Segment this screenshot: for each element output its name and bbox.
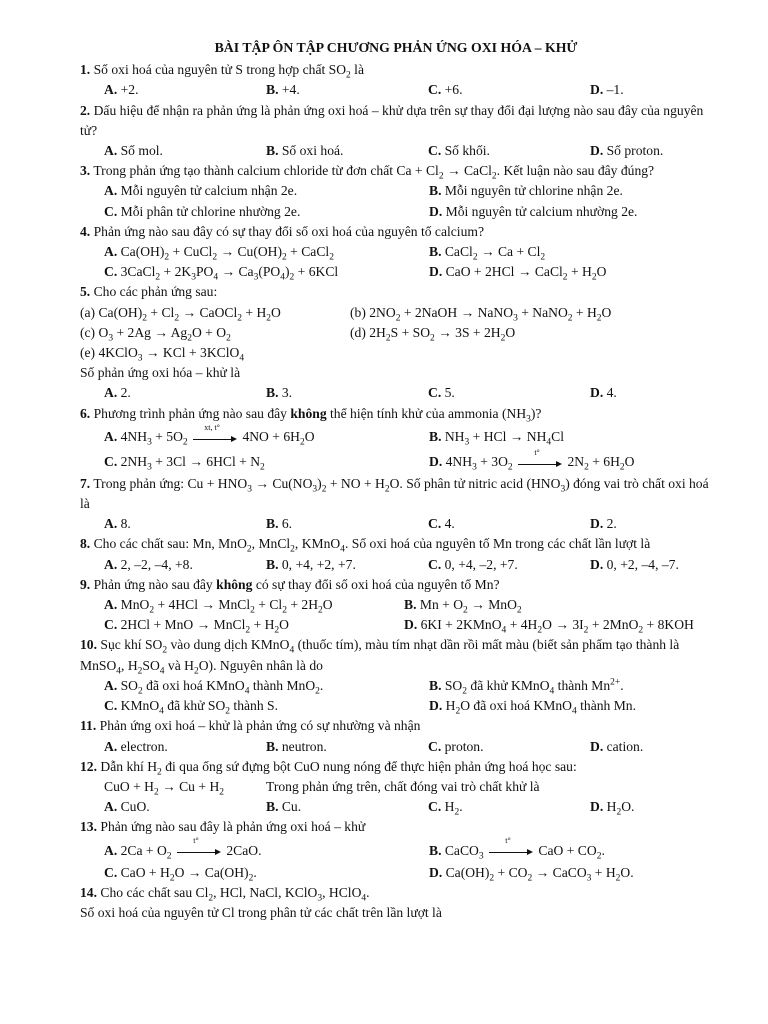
subscript: 2 bbox=[346, 70, 351, 81]
question-text: , H bbox=[121, 657, 138, 673]
option-text: proton. bbox=[441, 738, 484, 754]
option-c: C. CaO + $H_2O \to Ca(OH)_2$. bbox=[104, 864, 257, 884]
option-text: 5. bbox=[441, 385, 455, 401]
reaction-e: (e) 4KClO$_3$ → KCl + 3KClO$_4$ bbox=[80, 345, 245, 364]
question-number: 7. bbox=[80, 475, 91, 491]
question-text: Phản ứng nào sau đây là phản ứng oxi hoá – khử bbox=[100, 819, 366, 835]
question-text: thể hiện tính khử của ammonia (NH bbox=[326, 405, 527, 421]
option-letter: A. bbox=[104, 556, 118, 572]
reaction-b: (b) $2NO_2$ + 2NaOH → NaNO$_3$ + NaNO$_2$ + $H_2O$ bbox=[350, 304, 612, 324]
question-text: Dẫn khí H bbox=[100, 758, 158, 774]
option-d bbox=[590, 80, 712, 100]
option-a bbox=[80, 181, 429, 201]
option-letter: D. bbox=[590, 82, 604, 98]
option-text: Số proton. bbox=[603, 143, 664, 159]
option-letter: D. bbox=[590, 385, 604, 401]
option-text: O đã oxi hoá KMnO bbox=[460, 698, 572, 714]
option-a bbox=[80, 737, 266, 757]
question-text: Phản ứng oxi hoá – khử là phản ứng có sự nhường và nhận bbox=[99, 718, 421, 734]
arrow-with-condition bbox=[175, 836, 223, 856]
option-letter: A. bbox=[104, 82, 118, 98]
option-text: 2. bbox=[117, 385, 131, 401]
option-text: đã khử SO bbox=[163, 698, 226, 714]
option-text: H bbox=[445, 698, 456, 714]
subscript: 2 bbox=[438, 171, 444, 182]
option-text: 6. bbox=[278, 516, 293, 532]
option-text: 8. bbox=[117, 516, 131, 532]
option-c: C. KMnO$_4$ đã khử $SO_2$ thành S. bbox=[104, 698, 278, 717]
option-letter: B. bbox=[266, 799, 279, 815]
option-letter: C. bbox=[428, 556, 442, 572]
option-text: H bbox=[603, 799, 617, 815]
question-text: là bbox=[350, 62, 364, 78]
option-b bbox=[429, 181, 712, 201]
option-text: 0, +4, –2, +7. bbox=[441, 556, 518, 572]
option-letter: C. bbox=[428, 516, 442, 532]
option-text: 4. bbox=[603, 385, 617, 401]
option-d: D. 6KI + 2KMnO$_4$ + $4H_2O \to 3I_2 + 2MnO_2 + 8KOH$ bbox=[404, 617, 694, 636]
answer-options bbox=[80, 449, 712, 474]
question-5 bbox=[80, 282, 712, 302]
option-c bbox=[428, 383, 590, 403]
option-c bbox=[428, 555, 590, 575]
option-letter: A. bbox=[104, 183, 118, 199]
option-text: 0, +2, –4, –7. bbox=[603, 556, 679, 572]
question-1 bbox=[80, 60, 712, 80]
question-text: SO bbox=[142, 657, 160, 673]
option-text: 0, +4, +2, +7. bbox=[278, 556, 356, 572]
option-text: Mỗi nguyên tử calcium nhường 2e. bbox=[445, 203, 638, 219]
question-number: 14. bbox=[80, 884, 97, 900]
arrow-with-condition bbox=[191, 422, 239, 443]
option-letter: D. bbox=[590, 516, 604, 532]
answer-options bbox=[80, 181, 712, 201]
option-text: thành Mn bbox=[554, 677, 611, 693]
option-d: D. $4NH_3 + 3O_2$ t° $2N_2 + 6H_2O$ bbox=[429, 447, 635, 473]
option-b bbox=[266, 383, 428, 403]
question-text: )? bbox=[530, 405, 542, 421]
option-text: electron. bbox=[117, 738, 168, 754]
reaction-c: (c) $O_3 + 2Ag \to Ag_2O + O_2$ bbox=[80, 324, 231, 344]
option-text: neutron. bbox=[278, 738, 327, 754]
question-number: 6. bbox=[80, 405, 91, 421]
option-text: KMnO bbox=[120, 698, 160, 714]
option-b: B. $NH_3$ + HCl → $NH_4Cl$ bbox=[429, 428, 565, 448]
question-9 bbox=[80, 575, 712, 595]
option-d bbox=[590, 383, 712, 403]
option-b bbox=[266, 80, 428, 100]
reaction-condition: xt, t° bbox=[204, 422, 220, 432]
option-letter: A. bbox=[104, 143, 118, 159]
question-number: 12. bbox=[80, 758, 97, 774]
question-text: , KMnO bbox=[294, 536, 341, 552]
option-d bbox=[429, 202, 712, 222]
option-letter: C. bbox=[428, 799, 442, 815]
question-number: 1. bbox=[80, 62, 91, 78]
option-letter: A. bbox=[104, 738, 118, 754]
option-a bbox=[80, 80, 266, 100]
option-a: A. MnO$_2$ + 4HCl → MnCl$_2$ + $Cl_2 + 2H_2O$ bbox=[104, 597, 333, 616]
question-text: Trong phản ứng: Cu + HNO bbox=[93, 475, 248, 491]
option-text: . bbox=[620, 677, 624, 693]
option-text: đã oxi hoá KMnO bbox=[142, 677, 245, 693]
option-d bbox=[590, 555, 712, 575]
question-text: và H bbox=[164, 657, 194, 673]
answer-options bbox=[80, 424, 712, 449]
option-d bbox=[590, 737, 712, 757]
option-c bbox=[428, 514, 590, 534]
question-number: 2. bbox=[80, 102, 91, 118]
equation: CuO + $H_2 \to Cu + H_2$ bbox=[104, 778, 225, 798]
option-text: . bbox=[319, 677, 324, 693]
reaction-list bbox=[80, 303, 712, 323]
option-letter: D. bbox=[429, 203, 443, 219]
option-d: D. $H_2O$. bbox=[590, 799, 635, 818]
option-letter: C. bbox=[428, 82, 442, 98]
option-text: SO bbox=[120, 677, 139, 693]
question-text: Trong phản ứng tạo thành calcium chloride từ đơn chất Ca + Cl bbox=[93, 163, 439, 179]
option-d bbox=[590, 141, 712, 161]
question-number: 9. bbox=[80, 576, 91, 592]
question-text: + NO + H bbox=[326, 475, 385, 491]
question-text: có sự thay đổi số oxi hoá của nguyên tố Mn? bbox=[252, 576, 500, 592]
reaction-list bbox=[80, 323, 712, 343]
answer-options bbox=[80, 383, 712, 403]
answer-options bbox=[80, 202, 712, 222]
option-text: thành S. bbox=[230, 698, 278, 714]
answer-options bbox=[80, 262, 712, 282]
option-letter: D. bbox=[590, 143, 604, 159]
option-b bbox=[266, 555, 428, 575]
answer-options bbox=[80, 141, 712, 161]
equation-line bbox=[80, 777, 712, 797]
option-b: B. CaCO$_3$ t° CaO + $CO_2$. bbox=[429, 836, 605, 862]
option-letter: B. bbox=[266, 82, 279, 98]
option-letter: A. bbox=[104, 516, 118, 532]
question-text: . bbox=[366, 884, 370, 900]
option-text: –1. bbox=[603, 82, 624, 98]
option-text: Mỗi nguyên tử chlorine nhận 2e. bbox=[444, 183, 623, 199]
question-text: ) đóng vai trò chất oxi hoá là bbox=[80, 475, 709, 512]
option-text: Số mol. bbox=[117, 143, 163, 159]
answer-options bbox=[80, 797, 712, 817]
question-text: Số oxi hoá của nguyên tử Cl trong phân tử các chất trên lần lượt là bbox=[80, 904, 442, 920]
question-13 bbox=[80, 817, 712, 837]
option-text: +2. bbox=[117, 82, 139, 98]
question-number: 10. bbox=[80, 637, 97, 653]
option-text: Mỗi phân tử chlorine nhường 2e. bbox=[120, 203, 301, 219]
question-number: 13. bbox=[80, 819, 97, 835]
reaction-condition: t° bbox=[193, 836, 199, 846]
option-text: 4. bbox=[441, 516, 455, 532]
question-10: 10. Sục khí $SO_2$ vào dung dịch KMnO$_4$ (thuốc tím), màu tím nhạt dần rồi mất màu (biết sản phẩm tạo thành là MnSO$_4$, $H_2SO_4$ và $H_2O$). Nguyên nhân là do bbox=[80, 637, 680, 677]
reaction-condition: t° bbox=[505, 836, 511, 846]
option-b bbox=[266, 737, 428, 757]
option-b: B. $SO_2$ đã khử KMnO$_4$ thành $Mn^{2+}$. bbox=[429, 677, 624, 697]
option-letter: B. bbox=[266, 143, 279, 159]
question-text: , HClO bbox=[322, 884, 362, 900]
option-a bbox=[80, 555, 266, 575]
question-text: O. Số phân tử nitric acid (HNO bbox=[389, 475, 561, 491]
equation-text: Cu + H bbox=[175, 778, 220, 794]
option-text: 3. bbox=[278, 385, 293, 401]
option-letter: C. bbox=[428, 143, 442, 159]
answer-options bbox=[80, 676, 712, 696]
question-number: 8. bbox=[80, 536, 91, 552]
option-text: H bbox=[441, 799, 455, 815]
option-a: A. $2Ca + O_2$ t° 2CaO. bbox=[104, 836, 262, 862]
question-text: . Số oxi hoá của nguyên tố Mn trong các chất lần lượt là bbox=[345, 536, 651, 552]
option-letter: B. bbox=[266, 556, 279, 572]
question-text: Phương trình phản ứng nào sau đây bbox=[93, 405, 291, 421]
option-text: Số khối. bbox=[441, 143, 490, 159]
option-b: B. CaCl$_2$ → $Ca + Cl_2$ bbox=[429, 244, 546, 263]
question-4 bbox=[80, 222, 712, 242]
option-d: D. $H_2O$ đã oxi hoá KMnO$_4$ thành Mn. bbox=[429, 698, 636, 717]
page-title: BÀI TẬP ÔN TẬP CHƯƠNG PHẢN ỨNG OXI HÓA – KHỬ bbox=[214, 40, 578, 55]
option-text: thành MnO bbox=[249, 677, 316, 693]
answer-options bbox=[80, 555, 712, 575]
question-text: Sục khí SO bbox=[100, 637, 163, 653]
question-text: đi qua ống sứ đựng bột CuO nung nóng để thực hiện phản ứng hoá học sau: bbox=[161, 758, 577, 774]
option-c: C. $2NH_3 + 3Cl \to 6HCl + N_2$ bbox=[104, 453, 265, 473]
option-text: CuO. bbox=[117, 799, 150, 815]
question-11 bbox=[80, 716, 712, 736]
option-letter: B. bbox=[266, 385, 279, 401]
option-a bbox=[80, 797, 266, 817]
option-c bbox=[80, 202, 429, 222]
option-b: B. $Mn + O_2 \to MnO_2$ bbox=[404, 597, 522, 616]
question-number: 4. bbox=[80, 223, 91, 239]
answer-options bbox=[80, 80, 712, 100]
emphasis: không bbox=[216, 576, 253, 592]
option-a bbox=[80, 383, 266, 403]
option-a: A. $Ca(OH)_2$ + CuCl$_2$ → $Cu(OH)_2$ + CaCl$_2$ bbox=[104, 244, 334, 263]
question-8: 8. Cho các chất sau: Mn, MnO$_2$, MnCl$_2$, KMnO$_4$. Số oxi hoá của nguyên tố Mn trong các chất lần lượt là bbox=[80, 536, 651, 556]
answer-options bbox=[80, 514, 712, 534]
option-letter: D. bbox=[590, 556, 604, 572]
question-text: Dấu hiệu để nhận ra phản ứng là phản ứng oxi hoá – khử dựa trên sự thay đổi đại lượng nào sau đây của nguyên tử? bbox=[80, 102, 704, 138]
option-text: đã khử KMnO bbox=[467, 677, 550, 693]
option-d: D. $Ca(OH)_2 + CO_2$ → CaCO$_3$ + $H_2O$. bbox=[429, 864, 634, 884]
option-text: SO bbox=[444, 677, 463, 693]
answer-options bbox=[80, 615, 712, 635]
option-b bbox=[266, 141, 428, 161]
option-d: D. CaO + 2HCl → CaCl$_2$ + $H_2O$ bbox=[429, 264, 607, 283]
question-14: 14. Cho các chất sau $Cl_2$, HCl, NaCl, KClO$_3$, HClO$_4$. bbox=[80, 884, 370, 904]
arrow-with-condition bbox=[487, 836, 535, 856]
answer-options bbox=[80, 737, 712, 757]
question-text: vào dung dịch KMnO bbox=[167, 637, 290, 653]
arrow-with-condition bbox=[516, 447, 564, 468]
option-c: C. 2HCl + MnO → MnCl$_2$ + $H_2O$ bbox=[104, 617, 289, 636]
question-text: Số phản ứng oxi hóa – khử là bbox=[80, 365, 241, 381]
answer-options bbox=[80, 863, 712, 883]
option-text: thành Mn. bbox=[576, 698, 636, 714]
option-letter: C. bbox=[104, 203, 118, 219]
question-6: 6. Phương trình phản ứng nào sau đây không thể hiện tính khử của ammonia $(NH_3)$? bbox=[80, 405, 542, 425]
emphasis: không bbox=[290, 405, 327, 421]
question-number: 5. bbox=[80, 284, 91, 300]
option-c bbox=[428, 80, 590, 100]
subscript: 2 bbox=[491, 171, 497, 182]
answer-options bbox=[80, 242, 712, 262]
reaction-a: (a) $Ca(OH)_2 + Cl_2$ → CaOCl$_2$ + $H_2O$ bbox=[80, 304, 281, 324]
question-7: 7. Trong phản ứng: $Cu + HNO_3 \to Cu(NO_3)_2$ + NO + $H_2O$. Số phân tử nitric acid $(HNO_3)$ đóng vai trò chất oxi hoá là bbox=[80, 475, 709, 512]
option-text: 2, –2, –4, +8. bbox=[117, 556, 193, 572]
option-c: C. 3CaCl$_2$ + $2K_3PO_4 \to Ca_3(PO_4)_2 + 6KCl$ bbox=[104, 264, 339, 283]
option-letter: B. bbox=[429, 183, 442, 199]
question-text: Cho các chất sau Cl bbox=[100, 884, 209, 900]
option-letter: B. bbox=[266, 516, 279, 532]
option-b bbox=[266, 514, 428, 534]
option-letter: A. bbox=[104, 385, 118, 401]
question-2 bbox=[80, 101, 712, 141]
reaction-condition: t° bbox=[534, 447, 540, 457]
question-number: 11. bbox=[80, 718, 97, 734]
option-letter: D. bbox=[590, 799, 604, 815]
option-a bbox=[80, 514, 266, 534]
option-a bbox=[80, 141, 266, 161]
arrow-glyph: → bbox=[446, 163, 461, 179]
question-text: CaCl bbox=[460, 163, 492, 179]
option-letter: D. bbox=[590, 738, 604, 754]
question-text: Cu(NO bbox=[272, 475, 313, 491]
question-text: Trong phản ứng trên, chất đóng vai trò chất khử là bbox=[266, 778, 540, 794]
question-text: Số oxi hoá của nguyên tử S trong hợp chất SO bbox=[93, 62, 347, 78]
option-c: C. $H_2$. bbox=[428, 799, 463, 818]
option-letter: A. bbox=[104, 799, 118, 815]
option-letter: B. bbox=[266, 738, 279, 754]
option-a: A. $4NH_3 + 5O_2$ xt, t° $4NO + 6H_2O$ bbox=[104, 422, 315, 448]
option-d bbox=[590, 514, 712, 534]
question-text: Phản ứng nào sau đây có sự thay đổi số oxi hoá của nguyên tố calcium? bbox=[93, 223, 484, 239]
reaction-d: (d) $2H_2S + SO_2 \to 3S + 2H_2O$ bbox=[350, 324, 516, 344]
option-text: +6. bbox=[441, 82, 463, 98]
answer-options bbox=[80, 838, 712, 863]
answer-options bbox=[80, 696, 712, 716]
answer-options bbox=[80, 595, 712, 615]
question-text: , HCl, NaCl, KClO bbox=[213, 884, 318, 900]
question-12: 12. Dẫn khí $H_2$ đi qua ống sứ đựng bột CuO nung nóng để thực hiện phản ứng hoá học sau: bbox=[80, 758, 577, 778]
question-3 bbox=[80, 161, 712, 181]
option-a: A. $SO_2$ đã oxi hoá KMnO$_4$ thành MnO$_2$. bbox=[104, 677, 324, 697]
option-text: Cu. bbox=[278, 799, 302, 815]
question-text: O). Nguyên nhân là do bbox=[198, 657, 323, 673]
option-b bbox=[266, 797, 428, 817]
question-text: Phản ứng nào sau đây bbox=[93, 576, 217, 592]
option-c bbox=[428, 737, 590, 757]
question-text: Cho các chất sau: Mn, MnO bbox=[93, 536, 247, 552]
option-letter: C. bbox=[428, 385, 442, 401]
option-text: 2. bbox=[603, 516, 617, 532]
question-text: . Kết luận nào sau đây đúng? bbox=[496, 163, 655, 179]
question-number: 3. bbox=[80, 163, 91, 179]
option-letter: C. bbox=[428, 738, 442, 754]
option-c bbox=[428, 141, 590, 161]
question-text: Cho các phản ứng sau: bbox=[93, 284, 218, 300]
option-text: +4. bbox=[278, 82, 300, 98]
option-text: cation. bbox=[603, 738, 644, 754]
option-text: Mỗi nguyên tử calcium nhận 2e. bbox=[120, 183, 298, 199]
option-text: Số oxi hoá. bbox=[278, 143, 344, 159]
equation-text: CuO + H bbox=[104, 778, 154, 794]
question-text: (thuốc tím), màu tím nhạt dần rồi mất màu (biết sản phẩm tạo thành là MnSO bbox=[80, 637, 680, 673]
question-text: , MnCl bbox=[251, 536, 291, 552]
